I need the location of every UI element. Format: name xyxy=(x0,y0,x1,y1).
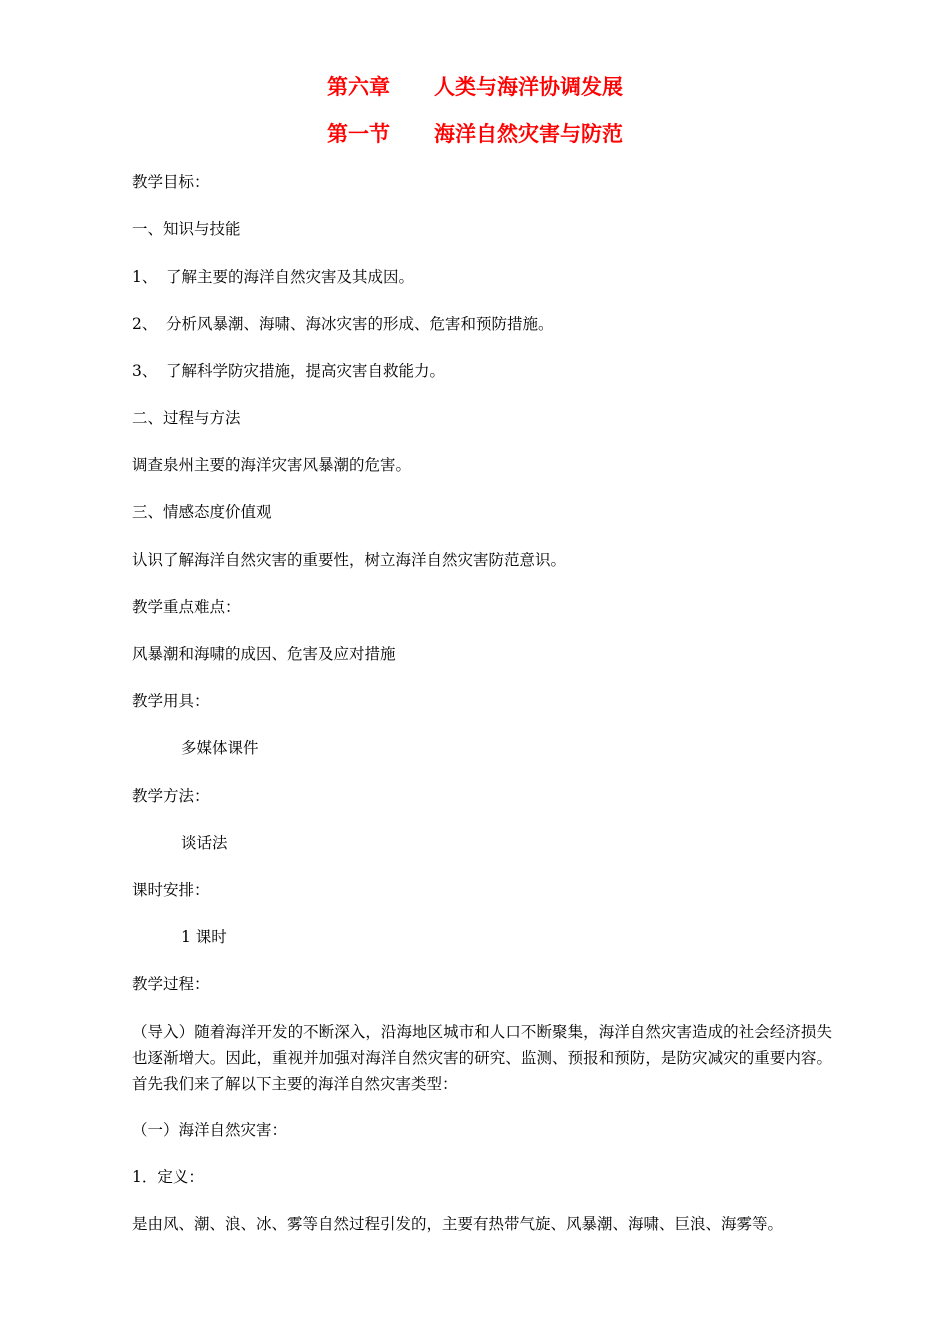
schedule-text: 1 课时 xyxy=(181,928,227,946)
chapter-name: 人类与海洋协调发展 xyxy=(434,75,623,99)
section-name: 海洋自然灾害与防范 xyxy=(434,122,623,146)
key-points-text: 风暴潮和海啸的成因、危害及应对措施 xyxy=(132,645,396,663)
subsection-heading: （一）海洋自然灾害： xyxy=(132,1121,288,1139)
key-points-heading: 教学重点难点： xyxy=(132,598,241,616)
tools-heading: 教学用具： xyxy=(132,692,210,710)
knowledge-item-text: 了解主要的海洋自然灾害及其成因。 xyxy=(166,268,415,286)
schedule-heading: 课时安排： xyxy=(132,881,210,899)
knowledge-item xyxy=(132,266,414,288)
emotion-heading: 三、情感态度价值观 xyxy=(132,503,272,521)
section-title xyxy=(0,121,950,147)
process-text: 调查泉州主要的海洋灾害风暴潮的危害。 xyxy=(132,456,412,474)
chapter-label: 第六章 xyxy=(327,75,390,99)
teaching-process-heading: 教学过程： xyxy=(132,975,210,993)
knowledge-item xyxy=(132,360,445,382)
emotion-text: 认识了解海洋自然灾害的重要性，树立海洋自然灾害防范意识。 xyxy=(132,551,567,569)
knowledge-item xyxy=(132,313,554,335)
objectives-heading: 教学目标： xyxy=(132,173,210,191)
chapter-title xyxy=(0,74,950,100)
process-heading: 二、过程与方法 xyxy=(132,409,241,427)
knowledge-item-number: 3、 xyxy=(132,362,158,380)
knowledge-item-number: 2、 xyxy=(132,315,158,333)
tools-text: 多媒体课件 xyxy=(181,739,259,757)
method-text: 谈话法 xyxy=(181,834,228,852)
method-heading: 教学方法： xyxy=(132,787,210,805)
knowledge-item-number: 1、 xyxy=(132,268,158,286)
knowledge-heading: 一、知识与技能 xyxy=(132,220,241,238)
definition-text: 是由风、潮、浪、冰、雾等自然过程引发的，主要有热带气旋、风暴潮、海啸、巨浪、海雾等。 xyxy=(132,1215,784,1233)
section-label: 第一节 xyxy=(327,122,390,146)
knowledge-item-text: 了解科学防灾措施，提高灾害自救能力。 xyxy=(166,362,446,380)
intro-paragraph: （导入）随着海洋开发的不断深入，沿海地区城市和人口不断聚集，海洋自然灾害造成的社会经济损失也逐渐增大。因此，重视并加强对海洋自然灾害的研究、监测、预报和预防，是防灾减灾的重要内容。首先我们来了解以下主要的海洋自然灾害类型： xyxy=(132,1023,832,1093)
definition-heading: 1．定义： xyxy=(132,1168,204,1186)
knowledge-item-text: 分析风暴潮、海啸、海冰灾害的形成、危害和预防措施。 xyxy=(166,315,554,333)
